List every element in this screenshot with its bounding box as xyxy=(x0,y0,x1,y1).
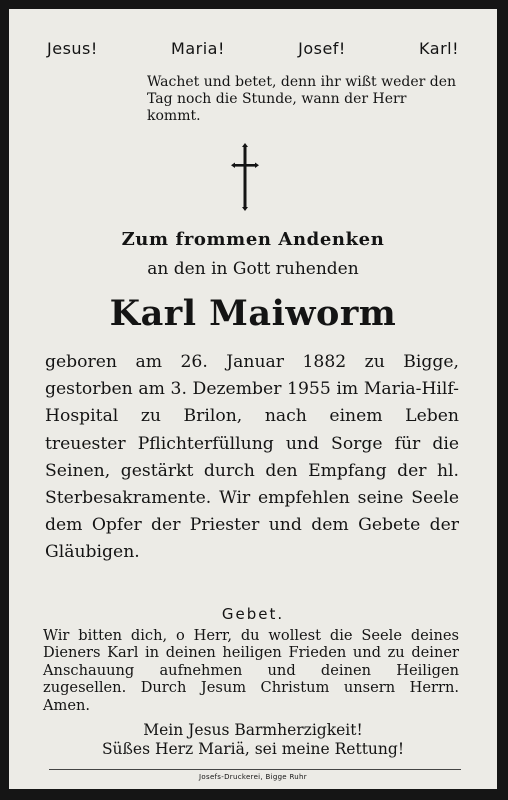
cross-icon xyxy=(231,143,259,211)
invocation-maria: Maria! xyxy=(171,39,225,58)
closing-line-1: Mein Jesus Barmherzigkeit! xyxy=(143,721,363,739)
biography-text xyxy=(45,349,459,567)
invocation-karl: Karl! xyxy=(419,39,459,58)
prayer-title: Gebet. xyxy=(221,605,285,623)
printer-imprint: Josefs-Druckerei, Bigge Ruhr xyxy=(199,773,307,781)
memorial-subheading: an den in Gott ruhenden xyxy=(147,259,359,279)
biography-paragraph: geboren am 26. Januar 1882 zu Bigge, gestorben am 3. Dezember 1955 im Maria-Hilf-Hospital zu Brilon, nach einem Leben treuester Pflichterfüllung und Sorge für die Seinen, gestärkt durch den Empfang der hl. Sterbesakramente. Wir empfehlen seine Seele dem Opfer der Priester und dem Gebete der Gläubigen. xyxy=(45,352,459,563)
invocations-row xyxy=(47,39,459,58)
prayer-text xyxy=(43,627,459,714)
memorial-heading: Zum frommen Andenken xyxy=(121,229,385,250)
closing-invocations xyxy=(9,721,497,759)
closing-line-2: Süßes Herz Mariä, sei meine Rettung! xyxy=(101,740,405,758)
prayer-paragraph: Wir bitten dich, o Herr, du wollest die Seele deines Dieners Karl in deinen heiligen Frieden und zu deiner Anschauung aufnehmen und deinen Heiligen zugesellen. Durch Jesum Christum unsern Herrn. Amen. xyxy=(43,627,459,714)
memorial-card xyxy=(9,9,497,789)
divider xyxy=(49,769,461,770)
bible-verse: Wachet und betet, denn ihr wißt weder den Tag noch die Stunde, wann der Herr kommt. xyxy=(147,74,457,124)
deceased-name: Karl Maiworm xyxy=(109,293,397,334)
invocation-jesus: Jesus! xyxy=(47,39,98,58)
invocation-josef: Josef! xyxy=(298,39,346,58)
